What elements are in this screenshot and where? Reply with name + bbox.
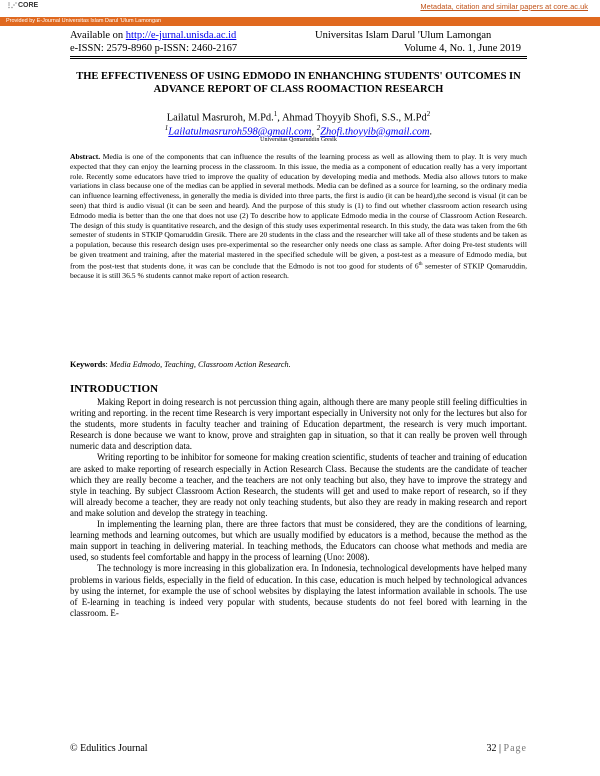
availability-line [70, 30, 236, 42]
journal-url-link[interactable]: http://e-jurnal.unisda.ac.id [125, 30, 237, 41]
abstract-label: Abstract. [70, 152, 101, 161]
introduction-body [70, 397, 527, 619]
provided-by-bar [0, 17, 600, 26]
footer-page-number: 32 | Page [486, 743, 527, 754]
abstract-text: Media is one of the components that can influence the results of the learning process as well as allowing them to play. It is very much expected that they can enjoy the learning process in the classroom. In this issue, the media as a component of education really has a very important role. Recently some educators have tried to improve the quality of education by developing media and methods. Media also allows tutors to make variations in class because one of the medias can be applied in several methods. Media can be defined as a source for learning, so the ordinary media can influence learning effectiveness, in generally the media is divided into three parts, the first is audio (it can be heard),the second is visual (it can be seen) that third is audio visual (it can be seen and heard). And the purpose of this study is (1) to find out whether classroom action research using Edmodo media is better than the one that does not use (2) To describe how to applicate Edmodo media in the course of Classroom Action Research. The design of this study is quantitative research, and the design of this study uses experimental research. In this study, the data was taken from the 6th semester of students in STKIP Qomaruddin Gresik. There are 20 students in the class and the researcher will take all of these students and be taken as a population, because this research design uses pre-experimental so the researcher only needs one class as sample. After doing Pre-test students will be given treatment and training, after the material mastered in the specified schedule will be given, a post-test as a measure of Edmodo media, but from the post-test that students done, it was can be conclude that the Edmodo is not too good for students of 6 [70, 152, 527, 271]
volume-line: Volume 4, No. 1, June 2019 [404, 43, 522, 54]
email-2-link[interactable]: Zhofi.thoyyib@gmail.com [320, 126, 430, 138]
abstract-tail: semester of STKIP Qomaruddin, because it is still 36.5 % students cannot make report of action research. [70, 261, 527, 281]
available-prefix: Available on [70, 30, 126, 41]
footer-copyright: © Edulitics Journal [70, 743, 148, 754]
page-label: Page [503, 743, 527, 754]
keywords: Keywords: Media Edmodo, Teaching, Classroom Action Research. [70, 360, 291, 369]
author-line: Lailatul Masruroh, M.Pd.$^1$, Ahmad Thoyyib Shofi, S.S., M.Pd$^2$ [166, 110, 431, 124]
paragraph: Writing reporting to be inhibitor for someone for making creation scientific, students of teacher and training of education are asked to make reporting of research especially in Action Research Class. Because the students are the candidate of teacher which they are really become a teacher, and the teachers are not only teaching but also, they have to improve the strategy and style in teaching. By subject Classroom Action Research, the students will get and used to make report of research, so if they will already become a teacher, they are ready not only teaching students, but also they are ready in making research and report and make solution and develop the strategy in teaching. [70, 452, 527, 518]
header-divider-bottom [70, 58, 527, 59]
header-divider-top [70, 56, 527, 57]
keywords-label: Keywords [70, 360, 106, 369]
paragraph: Making Report in doing research is not percussion thing again, although there are many people still feeling difficulties in writing and reporting. in the recent time Research is very important especially in University not only for the lectures but also for the students, more students in faculty teacher and training of Education department, the research is very much important. Research is done because we want to know, prove and straighten gap in situation, so that it can really be proven well through numeric data and description data. [70, 397, 527, 452]
email-1-link[interactable]: Lailatulmasruroh598@gmail.com [168, 126, 312, 138]
abstract-superscript: th [418, 261, 423, 267]
issn-line: e-ISSN: 2579-8960 p-ISSN: 2460-2167 [70, 43, 238, 54]
provided-by-text[interactable]: Provided by E-Journal Universitas Islam Darul 'Ulum Lamongan [6, 17, 162, 24]
core-logo[interactable] [6, 2, 38, 9]
author-2: Ahmad Thoyyib Shofi, S.S., M.Pd [281, 112, 427, 124]
core-metadata-link[interactable]: Metadata, citation and similar papers at core.ac.uk [420, 2, 588, 11]
university-name: Universitas Islam Darul 'Ulum Lamongan [315, 30, 492, 41]
author-1: Lailatul Masruroh, M.Pd. [166, 112, 274, 124]
email-line: $^1$Lailatulmasruroh598@gmail.com, $^2$Zhofi.thoyyib@gmail.com. [164, 124, 433, 138]
paragraph: In implementing the learning plan, there are three factors that must be considered, they are the conditions of learning, learning methods and learning outcomes, but which are usually modified by educators is a method, because the method as the main support in teaching in delivering material. In teaching methods, the Educators can choose what methods and media are used, so students feel comfortable and happy in the process of learning (Uno: 2008). [70, 519, 527, 563]
page-number: 32 [486, 743, 497, 754]
affiliation: Universitas Qomaruddin Gresik [260, 137, 337, 143]
paper-title: THE EFFECTIVENESS OF USING EDMODO IN ENHANCHING STUDENTS' OUTCOMES IN ADVANCE REPORT OF CLASS ROOMACTION RESEARCH [76, 71, 521, 95]
paragraph: The technology is more increasing in this globalization era. In Indonesia, technological developments have helped many problems in various fields, especially in the field of education. In this case, education is much helped by technological advances by using the internet, for example the use of school websites by displaying the latest information available in schools. The use of E-learning in teaching is indeed very popular with students, because students do not feel bored with learning in the classroom. E- [70, 563, 527, 618]
section-heading-introduction: INTRODUCTION [70, 383, 159, 395]
keywords-list: Media Edmodo, Teaching, Classroom Action Research. [109, 360, 291, 369]
core-banner [0, 0, 600, 16]
abstract [70, 152, 527, 281]
core-logo-text: CORE [17, 2, 39, 9]
core-logo-icon: ⋮⋰ [6, 3, 16, 9]
